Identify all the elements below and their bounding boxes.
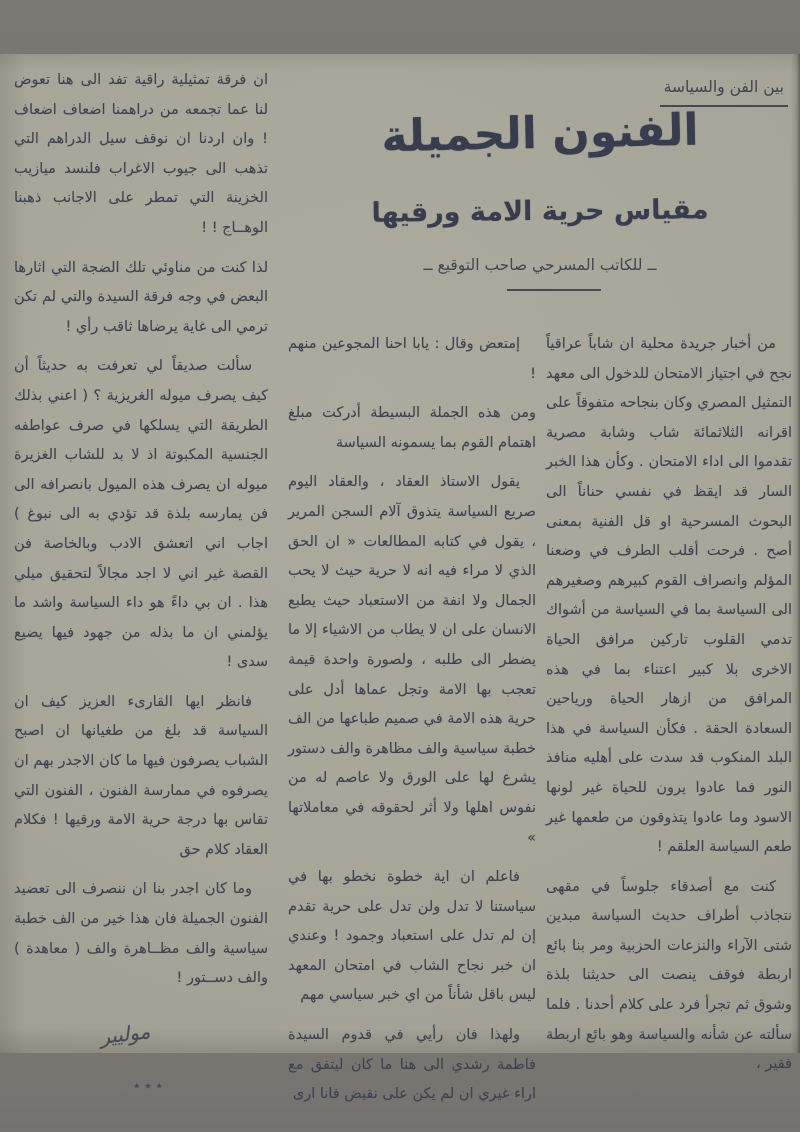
paragraph: فاعلم ان اية خطوة نخطو بها في سياستنا لا تدل ولن تدل على حرية تقدم إن لم تدل على استعباد وجمود ! وعندي ان خبر نجاح الشاب في امتحان المعهد ليس باقل شأناً من اي خبر سياسي مهم — [288, 869, 536, 1004]
end-ornament: ٭ ٭ ٭ — [133, 1079, 163, 1095]
paragraph: ولهذا فان رأيي في قدوم السيدة فاطمة رشدي الى هنا ما كان ليتفق مع اراء غيري ان لم يكن على نقيض فانا ارى — [288, 1027, 536, 1103]
column-middle — [288, 330, 536, 1120]
paragraph: لذا كنت من مناوئي تلك الضجة التي اثارها البعض في وجه فرقة السيدة والتي لم تكن ترمي الى غاية يرضاها ثاقب رأي ! — [14, 259, 268, 335]
article-title: الفنون الجميلة — [380, 104, 700, 163]
article-byline: ــ للكاتب المسرحي صاحب التوقيع ــ — [423, 256, 657, 274]
article-headline-block — [280, 98, 800, 291]
column-right — [546, 330, 792, 1090]
byline-divider — [507, 289, 601, 291]
paragraph: ان فرقة تمثيلية راقية تفد الى هنا تعوض لنا عما تجمعه من دراهمنا اضعاف اضعاف ! وان اردنا ان نوقف سيل الدراهم التي تذهب الى جيوب الاغراب فلنسد ميازيب الخزينة التي تمطر على الاجانب ذهبنا الوهــاج ! ! — [14, 72, 268, 236]
paragraph: فانظر ايها القارىء العزيز كيف ان السياسة قد بلغ من طغيانها ان اصبح الشباب يصرفون فيها ما كان الاجدر بهم ان يصرفوه في ممارسة الفنون ، الفنون التي تقاس بها درجة حرية الامة ورقيها ! فكلام العقاد كلام حق — [14, 693, 268, 858]
page-paper — [0, 54, 800, 1103]
column-left — [14, 66, 268, 1102]
paragraph: كنت مع أصدقاء جلوساً في مقهى نتجاذب أطراف حديث السياسة مبدين شتى الآراء والنزعات الحزبية ومر بنا بائع اربطة فوقف ينصت الى حديثنا بلذة وشوق ثم تجرأ فرد على كلام أحدنا . فلما سألته عن شأنه والسياسة وهو بائع اربطة فقير ، — [546, 878, 792, 1073]
paragraph: وما كان اجدر بنا ان ننصرف الى تعضيد الفنون الجميلة فان هذا خير من الف خطبة سياسية والف مظــاهرة والف ( معاهدة ) والف دســتور ! — [14, 881, 268, 987]
paragraph: من أخبار جريدة محلية ان شاباً عراقياً نجح في اجتياز الامتحان للدخول الى معهد التمثيل المصري وكان بنجاحه متفوقاً على اقرانه الثلاثمائة شاب وشابة مصرية تقدموا الى اداء الامتحان . وكأن هذا الخبر السار قد ايقظ في نفسي حناناً الى البحوث المسرحية او قل الفنية بمعنى أصح . فرحت أقلب الطرف في وضعنا المؤلم وانصراف القوم كبيرهم وصغيرهم الى السياسة بما في السياسة من أشواك تدمي القلوب تاركين مرافق الحياة الاخرى بلا كبير اعتناء بما في هذه المرافق من ازهار الحياة ورياحين السعادة الحقة . فكأن السياسة في هذا البلد المنكوب قد سدت على أهليه منافذ النور فما عادوا يرون للحياة غير لونها الاسود وما عادوا يتذوقون من طعمها غير طعم السياسة العلقم ! — [546, 336, 792, 856]
paragraph: إمتعض وقال : يابا احنا المجوعين منهم ! — [288, 336, 536, 382]
section-kicker: بين الفن والسياسة — [660, 78, 788, 107]
article-subtitle: مقياس حرية الامة ورقيها — [371, 194, 709, 229]
author-signature: موليير — [98, 1018, 152, 1049]
paragraph: سألت صديقاً لي تعرفت به حديثاً أن كيف يصرف ميوله الغريزية ؟ ( اعني بذلك الطريقة التي يسلكها في صرف عواطفه الجنسية المكبوتة اذ لا بد للشاب الغزيرة ميوله ان يصرف هذه الميول بانصرافه الى فن يمارسه بلذة قد تؤدي به الى نبوغ ) اجاب اني اتعشق الادب وبالخاصة فن القصة غير اني لا اجد مجالاً لتحقيق ميلي هذا . ان بي داءً هو داء السياسة واشد ما يؤلمني ان ما بذله من جهود فيها يضيع سدى ! — [14, 358, 268, 671]
paragraph: يقول الاستاذ العقاد ، والعقاد اليوم صريع السياسة يتذوق آلام السجن المرير ، يقول في كتابه المطالعات « ان الحق الذي لا مراء فيه انه لا حرية حيث لا يحب الجمال ولا انفة من الاستعباد حيث يطبع الانسان على ان لا يطاب من الاشياء إلا ما يضطر الى طلبه ، ولصورة واحدة قيمة تعجب بها الامة وتجل عماها أدل على حرية هذه الامة في صميم طباعها من الف خطبة سياسية والف مظاهرة والف دستور يشرع لها على الورق ولا عاصم له من نفوس اهلها ولا أثر لحقوقه في معاملاتها » — [288, 474, 536, 846]
paragraph: ومن هذه الجملة البسيطة أدركت مبلغ اهتمام القوم بما يسمونه السياسة — [288, 405, 536, 451]
